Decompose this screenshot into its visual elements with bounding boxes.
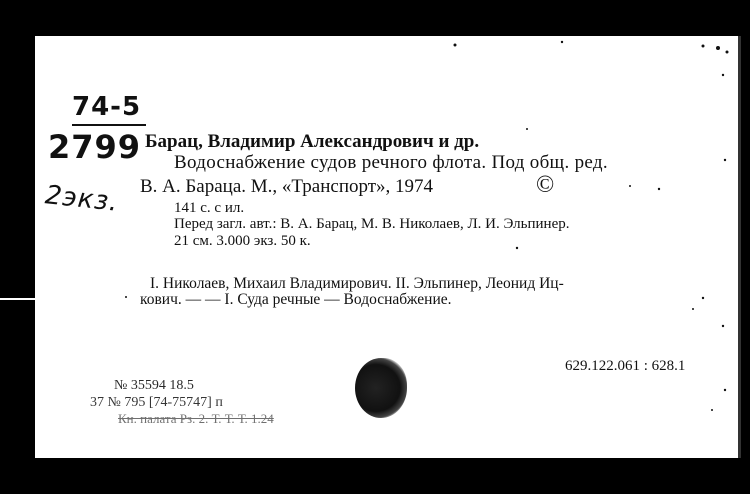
scan-edge-line	[0, 298, 38, 300]
copies-note: 2экз.	[43, 180, 120, 218]
faded-footer: Кн. палата Рз. 2. Т. Т. Т. 1.24	[118, 411, 274, 426]
tracings-line-2: кович. — — I. Суда речные — Водоснабжение.	[140, 291, 452, 308]
copyright-icon: ©	[536, 172, 555, 198]
author-heading: Барац, Владимир Александрович и др.	[145, 131, 480, 152]
order-number: 37 № 795 [74-75747] п	[90, 395, 223, 410]
authors-note: Перед загл. авт.: В. А. Барац, М. В. Николаев, Л. И. Эльпинер.	[174, 216, 570, 232]
shelf-mark-top: 74-5	[72, 92, 142, 122]
udc-code: 629.122.061 : 628.1	[565, 358, 686, 374]
imprint-line: В. А. Бараца. М., «Транспорт», 1974	[140, 176, 434, 197]
card-number: № 35594 18.5	[114, 378, 194, 393]
ink-stamp	[355, 358, 407, 418]
shelf-mark-bottom: 2799	[48, 128, 142, 166]
title-line: Водоснабжение судов речного флота. Под общ. ред.	[174, 152, 608, 173]
pages-note: 141 с. с ил.	[174, 200, 245, 216]
shelf-mark-divider	[72, 124, 146, 126]
scan-border-left	[0, 0, 35, 494]
tracings-line-1: I. Николаев, Михаил Владимирович. II. Эльпинер, Леонид Иц-	[150, 275, 564, 292]
format-price: 21 см. 3.000 экз. 50 к.	[174, 233, 311, 249]
